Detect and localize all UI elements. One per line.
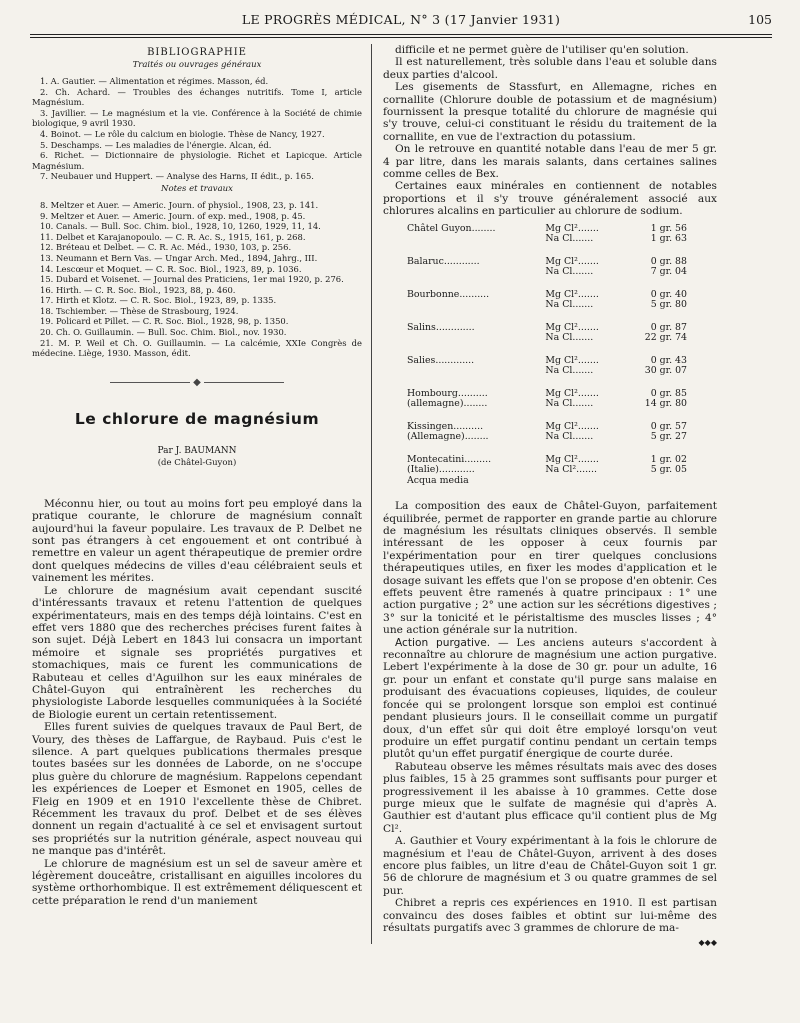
bibliography-entry: 5. Deschamps. — Les maladies de l'énergie. Alcan, éd. <box>40 139 272 150</box>
page-header <box>30 12 772 34</box>
table-value: 1 gr. 02 <box>650 453 687 465</box>
table-value: 5 gr. 27 <box>650 431 687 443</box>
table-value: 7 gr. 04 <box>650 266 687 278</box>
table-value: 0 gr. 88 <box>650 255 687 267</box>
table-element: Na Cl....... <box>545 332 594 344</box>
table-row <box>407 300 687 311</box>
bibliography-entry: 8. Meltzer et Auer. — Americ. Journ. of physiol., 1908, 23, p. 141. <box>40 199 319 210</box>
table-row <box>407 234 687 245</box>
table-location <box>407 300 545 311</box>
table-element: Mg Cl²....... <box>545 420 599 432</box>
table-spacer <box>407 245 687 257</box>
table-element: Na Cl....... <box>545 365 594 377</box>
table-value: 1 gr. 56 <box>650 222 687 234</box>
body-paragraph: Le chlorure de magnésium avait cependant suscité d'intéressants travaux et retenu l'attention de quelques expérimentateurs, mais en des temps déjà lointains. C'est en effet vers 1880 que des recherches précises furent faites à son sujet. Déjà Lebert en 1843 lui consacra un important mémoire et signale ses propriétés purgatives et stomachiques, mais ce furent les communications de Rabuteau et celles d'Aguilhon sur les eaux minérales de Châtel-Guyon qui entraînèrent les recherches du physiologiste Laborde lesquelles communiquées à la Société de Biologie eurent un certain retentissement. <box>32 584 362 721</box>
column-rule <box>371 44 372 944</box>
table-value: 0 gr. 57 <box>650 420 687 432</box>
table-element: Na Cl....... <box>545 299 594 311</box>
bibliography-entry: 13. Neumann et Bern Vas. — Ungar Arch. Med., 1894, Jahrg., III. <box>40 252 318 263</box>
table-element: Mg Cl²....... <box>545 288 599 300</box>
bibliography-entry: 15. Dubard et Voisenet. — Journal des Praticiens, 1er mai 1920, p. 276. <box>40 274 344 285</box>
table-value: 0 gr. 85 <box>650 387 687 399</box>
table-value: 14 gr. 80 <box>644 398 687 410</box>
action-paragraph <box>383 637 717 761</box>
table-element <box>545 476 624 487</box>
body-paragraph: Rabuteau observe les mêmes résultats mais avec des doses plus faibles, 15 à 25 grammes sont suffisants pour purger et progressivement il les abaisse à 10 grammes. Cette dose purge mieux que le sulfate de magnésie qui d'après A. Gauthier est d'autant plus efficace qu'il contient plus de Mg Cl². <box>383 760 717 835</box>
bibliography-entry: 1. A. Gautier. — Alimentation et régimes. Masson, éd. <box>40 76 269 86</box>
body-paragraph: A. Gauthier et Voury expérimentant à la fois le chlorure de magnésium et l'eau de Châtel-Guyon, arrivent à des doses encore plus faibles, un litre d'eau de Châtel-Guyon soit 1 gr. 56 de chlorure de magnésium et 3 ou quatre grammes de sel pur. <box>383 835 717 897</box>
article-affiliation: (de Châtel-Guyon) <box>157 457 237 468</box>
table-element: Na Cl....... <box>545 266 594 278</box>
bibliography-entry: 19. Policard et Pillet. — C. R. Soc. Biol., 1928, 98, p. 1350. <box>40 316 289 327</box>
bibliography-entry: 9. Meltzer et Auer. — Americ. Journ. of exp. med., 1908, p. 45. <box>40 210 306 221</box>
table-element: Na Cl....... <box>545 233 594 245</box>
mineral-water-table <box>407 224 687 487</box>
bibliography-entry: 11. Delbet et Karajanopoulo. — C. R. Ac. S., 1915, 161, p. 268. <box>40 231 306 242</box>
body-paragraph: Elles furent suivies de quelques travaux de Paul Bert, de Voury, des thèses de Laffargue, de Raybaud. Puis c'est le silence. A part quelques publications thermales presque toutes basées sur les données de Laborde, on ne s'occupe plus guère du chlorure de magnésium. Rappelons cependant les expériences de Loeper et Esmonet en 1905, celles de Fleig en 1909 et en 1910 l'excellente thèse de Chibret. Récemment les travaux du prof. Delbet et de ses élèves donnent un regain d'actualité à ce sel et envisagent surtout ses propriétés sur la nutrition générale, aspect nouveau qui ne manque pas d'intérêt. <box>32 721 362 858</box>
action-paragraph-text: — Les anciens auteurs s'accordent à reconnaître au chlorure de magnésium une action purgative. Lebert l'expérimente à la dose de 30 gr. pour un adulte, 16 gr. pour un enfant et constate qu'il purge sans malaise en produisant des évacuations copieuses, liquides, de couleur foncée qui se prolongent lorsque son emploi est continué pendant plusieurs jours. Il le conseillait comme un purgatif doux, d'un effet sûr qui doit être employé lorsqu'on veut produire un effet purgatif continu pendant un certain temps plutôt qu'un effet purgatif énergique de courte durée. <box>383 636 717 761</box>
bibliography-entry: 7. Neubauer und Huppert. — Analyse des Harns, II édit., p. 165. <box>40 171 314 182</box>
table-row <box>407 366 687 377</box>
table-value: 0 gr. 87 <box>650 321 687 333</box>
table-spacer <box>407 443 687 455</box>
table-element: Mg Cl²....... <box>545 255 599 267</box>
bibliography-entry: 12. Bréteau et Delbet. — C. R. Ac. Méd., 1930, 103, p. 256. <box>40 242 292 253</box>
table-spacer <box>407 344 687 356</box>
action-heading: Action purgative. <box>395 636 491 649</box>
table-location: Salies............. <box>407 354 475 366</box>
table-value: 0 gr. 40 <box>650 288 687 300</box>
table-element: Na Cl....... <box>545 431 594 443</box>
table-value: 22 gr. 74 <box>644 332 687 344</box>
table-location: Acqua media <box>407 474 469 486</box>
table-location <box>407 234 545 245</box>
table-location <box>407 333 545 344</box>
article-byline: Par J. BAUMANN <box>157 445 237 456</box>
table-row <box>407 476 687 487</box>
bibliography-entry: 14. Lescœur et Moquet. — C. R. Soc. Biol., 1923, 89, p. 1036. <box>40 263 302 274</box>
table-location: Châtel Guyon........ <box>407 222 496 234</box>
bibliography-entry: 18. Tschiember. — Thèse de Strasbourg, 1924. <box>40 305 239 316</box>
table-location <box>407 366 545 377</box>
table-element: Na Cl²....... <box>545 464 597 476</box>
table-value: 30 gr. 07 <box>644 365 687 377</box>
body-paragraph: Méconnu hier, ou tout au moins fort peu employé dans la pratique courante, le chlorure de magnésium connaît aujourd'hui la faveur populaire. Les travaux de P. Delbet ne sont pas étrangers à cet engouement et ont contribué à remettre en valeur un agent thérapeutique de premier ordre dont quelques médecins de villes d'eau célébraient seuls et vainement les mérites. <box>32 497 362 585</box>
bibliography-entry: 2. Ch. Achard. — Troubles des échanges nutritifs. Tome I, article Magnésium. <box>32 86 362 108</box>
table-value <box>624 476 687 487</box>
table-spacer <box>407 311 687 323</box>
action-purgative-section <box>383 637 717 935</box>
end-mark: ◆◆◆ <box>698 938 717 948</box>
article-title: Le chlorure de magnésium <box>74 409 320 428</box>
left-column <box>32 44 362 907</box>
table-spacer <box>407 377 687 389</box>
table-location: Salins............. <box>407 321 475 333</box>
body-paragraph: difficile et ne permet guère de l'utiliser qu'en solution. <box>395 44 689 56</box>
table-location: Kissingen.......... <box>407 420 484 432</box>
journal-title: LE PROGRÈS MÉDICAL, N° 3 (17 Janvier 1931) <box>241 12 561 27</box>
table-location: (allemagne)........ <box>407 398 488 410</box>
right-column <box>383 44 717 947</box>
table-location: Bourbonne.......... <box>407 288 490 300</box>
table-location: (Italie)............ <box>407 464 475 476</box>
table-row <box>407 432 687 443</box>
table-element: Mg Cl²....... <box>545 222 599 234</box>
bibliography-entry: 6. Richet. — Dictionnaire de physiologie. Richet et Lapicque. Article Magnésium. <box>32 150 362 171</box>
bibliography-entry: 3. Javillier. — Le magnésium et la vie. Conférence à la Société de chimie biologique, 9 avril 1930. <box>32 107 362 129</box>
bibliography-entry: 20. Ch. O. Guillaumin. — Bull. Soc. Chim. Biol., nov. 1930. <box>40 327 287 338</box>
table-value: 0 gr. 43 <box>650 354 687 366</box>
bibliography-entry: 21. M. P. Weil et Ch. O. Guillaumin. — La calcémie, XXIe Congrès de médecine. Liège, 1930. Masson, édit. <box>32 337 362 359</box>
section-divider: ◆ <box>32 377 362 388</box>
body-paragraph: Il est naturellement, très soluble dans l'eau et soluble dans deux parties d'alcool. <box>383 56 717 81</box>
table-location: Balaruc............ <box>407 255 480 267</box>
table-location: Hombourg.......... <box>407 387 488 399</box>
table-element: Mg Cl²....... <box>545 321 599 333</box>
body-paragraph: Certaines eaux minérales en contiennent de notables proportions et il s'y trouve généralement associé aux chlorures alcalins en particulier au chlorure de sodium. <box>383 180 717 218</box>
table-element: Mg Cl²....... <box>545 354 599 366</box>
table-row <box>407 267 687 278</box>
table-row <box>407 333 687 344</box>
table-location: Montecatini......... <box>407 453 492 465</box>
body-paragraph: Le chlorure de magnésium est un sel de saveur amère et légèrement douceâtre, cristallisant en aiguilles incolores du système orthorhombique. Il est extrêmement déliquescent et cette préparation le rend d'un maniement <box>32 857 362 907</box>
bibliography-entry: 17. Hirth et Klotz. — C. R. Soc. Biol., 1923, 89, p. 1335. <box>40 295 277 306</box>
table-spacer <box>407 410 687 422</box>
bibliography-subheading-notes: Notes et travaux <box>161 183 233 194</box>
page-number: 105 <box>748 12 772 27</box>
header-rule <box>30 34 772 38</box>
bibliography-notes-list <box>32 200 362 359</box>
table-element: Mg Cl²....... <box>545 453 599 465</box>
article-body-right-top <box>383 44 717 218</box>
bibliography-heading: BIBLIOGRAPHIE <box>147 47 247 58</box>
table-value: 1 gr. 63 <box>650 233 687 245</box>
bibliography-general-list <box>32 76 362 182</box>
table-location: (Allemagne)........ <box>407 431 489 443</box>
action-paragraphs <box>383 761 717 935</box>
table-element: Mg Cl²....... <box>545 387 599 399</box>
table-element: Na Cl....... <box>545 398 594 410</box>
table-location <box>407 267 545 278</box>
article-body-right-bottom <box>383 500 717 636</box>
body-paragraph: On le retrouve en quantité notable dans l'eau de mer 5 gr. 4 par litre, dans les marais salants, dans certaines salines comme celles de Bex. <box>383 143 717 181</box>
bibliography-subheading-general: Traités ou ouvrages généraux <box>132 60 262 70</box>
table-value: 5 gr. 05 <box>650 464 687 476</box>
table-value: 5 gr. 80 <box>650 299 687 311</box>
table-row <box>407 399 687 410</box>
body-paragraph: Chibret a repris ces expériences en 1910. Il est partisan convaincu des doses faibles et obtint sur lui-même des résultats purgatifs avec 3 grammes de chlorure de ma- <box>383 897 717 934</box>
body-paragraph: La composition des eaux de Châtel-Guyon, parfaitement équilibrée, permet de rapporter en grande partie au chlorure de magnésium les résultats cliniques observés. Il semble intéressant de les opposer à ceux fournis par l'expérimentation pour en tirer quelques conclusions thérapeutiques utiles, en fixer les modes d'application et le dosage suivant les effets que l'on se propose d'en obtenir. Ces effets peuvent être ramenés à quatre principaux : 1° une action purgative ; 2° une action sur les sécrétions digestives ; 3° sur la tonicité et le péristaltisme des muscles lisses ; 4° une action générale sur la nutrition. <box>383 500 717 637</box>
body-paragraph: Les gisements de Stassfurt, en Allemagne, riches en cornallite (Chlorure double de potassium et de magnésium) fournissent la presque totalité du chlorure de magnésie qui s'y trouve, celui-ci constituant le résidu du traitement de la cornallite, en vue de l'extraction du potassium. <box>383 81 717 143</box>
bibliography-entry: 10. Canals. — Bull. Soc. Chim. biol., 1928, 10, 1260, 1929, 11, 14. <box>40 221 321 232</box>
bibliography-entry: 4. Boinot. — Le rôle du calcium en biologie. Thèse de Nancy, 1927. <box>40 128 325 139</box>
bibliography-entry: 16. Hirth. — C. R. Soc. Biol., 1923, 88, p. 460. <box>40 284 236 295</box>
table-spacer <box>407 278 687 290</box>
article-body-left <box>32 498 362 907</box>
